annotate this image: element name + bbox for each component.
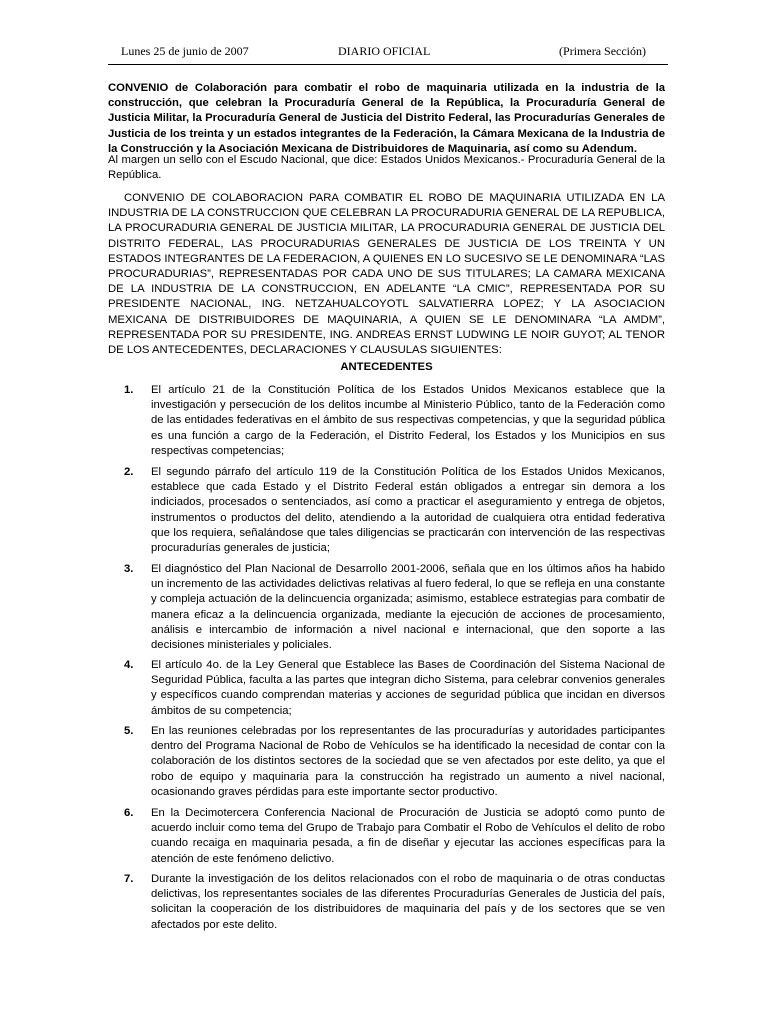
document-title: CONVENIO de Colaboración para combatir el robo de maquinaria utilizada en la industria de la construcción, que celebran la Procuraduría General de la República, la Procuraduría General de Justicia Militar, la Procuraduría General de Justicia del Distrito Federal, las Procuradurías Generales de Justicia de los treinta y un estados integrantes de la Federación, la Cámara Mexicana de la Industria de la Construcción y la Asociación Mexicana de Distribuidores de Maquinaria, así como su Adendum. (108, 82, 665, 155)
list-item-text: El segundo párrafo del artículo 119 de la Constitución Política de los Estados Unidos Mexicanos, establece que cada Estado y el Distrito Federal están obligados a entregar sin demora a los indiciados, procesados o sentenciados, así como a practicar el aseguramiento y entrega de objetos, instrumentos o productos del delito, atendiendo a la autoridad de cualquiera otra entidad federativa que los requiera, señalándose que tales diligencias se practicarán con intervención de las respectivas procuradurías generales de justicia; (151, 466, 665, 555)
preamble-paragraph: CONVENIO DE COLABORACION PARA COMBATIR EL ROBO DE MAQUINARIA UTILIZADA EN LA INDUSTRIA DE LA CONSTRUCCION QUE CELEBRAN LA PROCURADURIA GENERAL DE LA REPUBLICA, LA PROCURADURIA GENERAL DE JUSTICIA MILITAR, LA PROCURADURIA GENERAL DE JUSTICIA DEL DISTRITO FEDERAL, LAS PROCURADURIAS GENERALES DE JUSTICIA DE LOS TREINTA Y UN ESTADOS INTEGRANTES DE LA FEDERACION, A QUIENES EN LO SUCESIVO SE LE DENOMINARA “LAS PROCURADURIAS”, REPRESENTADAS POR CADA UNO DE SUS TITULARES; LA CAMARA MEXICANA DE LA INDUSTRIA DE LA CONSTRUCCION, EN ADELANTE “LA CMIC”, REPRESENTADA POR SU PRESIDENTE NACIONAL, ING. NETZAHUALCOYOTL SALVATIERRA LOPEZ; Y LA ASOCIACION MEXICANA DE DISTRIBUIDORES DE MAQUINARIA, A QUIEN SE LE DENOMINARA “LA AMDM”, REPRESENTADA POR SU PRESIDENTE, ING. ANDREAS ERNST LUDWING LE NOIR GUYOT; AL TENOR DE LOS ANTECEDENTES, DECLARACIONES Y CLAUSULAS SIGUIENTES: (108, 192, 665, 357)
list-item-number: 6. (124, 807, 134, 819)
list-item-number: 7. (124, 873, 134, 885)
header-date: Lunes 25 de junio de 2007 (121, 44, 249, 58)
list-item-number: 5. (124, 725, 134, 737)
section-heading: ANTECEDENTES (340, 361, 433, 373)
list-item-number: 3. (124, 563, 134, 575)
margin-note: Al margen un sello con el Escudo Nacional, que dice: Estados Unidos Mexicanos.- Procuraduría General de la República. (108, 154, 665, 182)
list-item-text: Durante la investigación de los delitos relacionados con el robo de maquinaria o de otras conductas delictivas, los representantes sociales de las diferentes Procuradurías Generales de Justicia del país, solicitan la cooperación de los distribuidores de maquinaria del país y de los sectores que se ven afectados por este delito. (151, 873, 665, 931)
header-section: (Primera Sección) (559, 44, 646, 58)
list-item-number: 1. (124, 384, 134, 396)
list-item-number: 4. (124, 659, 134, 671)
header-rule (108, 64, 668, 65)
list-item-text: El diagnóstico del Plan Nacional de Desarrollo 2001-2006, señala que en los últimos años ha habido un incremento de las actividades delictivas relativas al fuero federal, lo que se refleja en una constante y compleja actuación de la delincuencia organizada; asimismo, establece estrategias para combatir de manera eficaz a la delincuencia organizada, mediante la ejecución de acciones de procesamiento, análisis e intercambio de información a nivel nacional e internacional, que den soporte a las decisiones ministeriales y policiales. (151, 563, 665, 652)
list-item-text: En la Decimotercera Conferencia Nacional de Procuración de Justicia se adoptó como punto de acuerdo incluir como tema del Grupo de Trabajo para Combatir el Robo de Vehículos el delito de robo cuando recaiga en maquinaria pesada, a fin de diseñar y ejecutar las acciones específicas para la atención de este fenómeno delictivo. (151, 807, 665, 865)
page-header (108, 44, 668, 62)
list-item-text: El artículo 21 de la Constitución Política de los Estados Unidos Mexicanos establece que la investigación y persecución de los delitos incumbe al Ministerio Público, tanto de la Federación como de las entidades federativas en el ámbito de sus respectivas competencias, y que la seguridad pública es una función a cargo de la Federación, el Distrito Federal, los Estados y los Municipios en sus respectivas competencias; (151, 384, 665, 457)
header-publication: DIARIO OFICIAL (338, 44, 431, 58)
list-item-number: 2. (124, 466, 134, 478)
list-item-text: El artículo 4o. de la Ley General que Establece las Bases de Coordinación del Sistema Nacional de Seguridad Pública, faculta a las partes que integran dicho Sistema, para celebrar convenios generales y específicos cuando comprendan materias y acciones de seguridad pública que incidan en diversos ámbitos de su competencia; (151, 659, 665, 717)
list-item-text: En las reuniones celebradas por los representantes de las procuradurías y autoridades participantes dentro del Programa Nacional de Robo de Vehículos se ha identificado la necesidad de contar con la colaboración de los distintos sectores de la sociedad que se ven afectados por este delito, ya que el robo de equipo y maquinaria para la construcción ha registrado un aumento a nivel nacional, ocasionando graves pérdidas para este importante sector productivo. (151, 725, 665, 798)
